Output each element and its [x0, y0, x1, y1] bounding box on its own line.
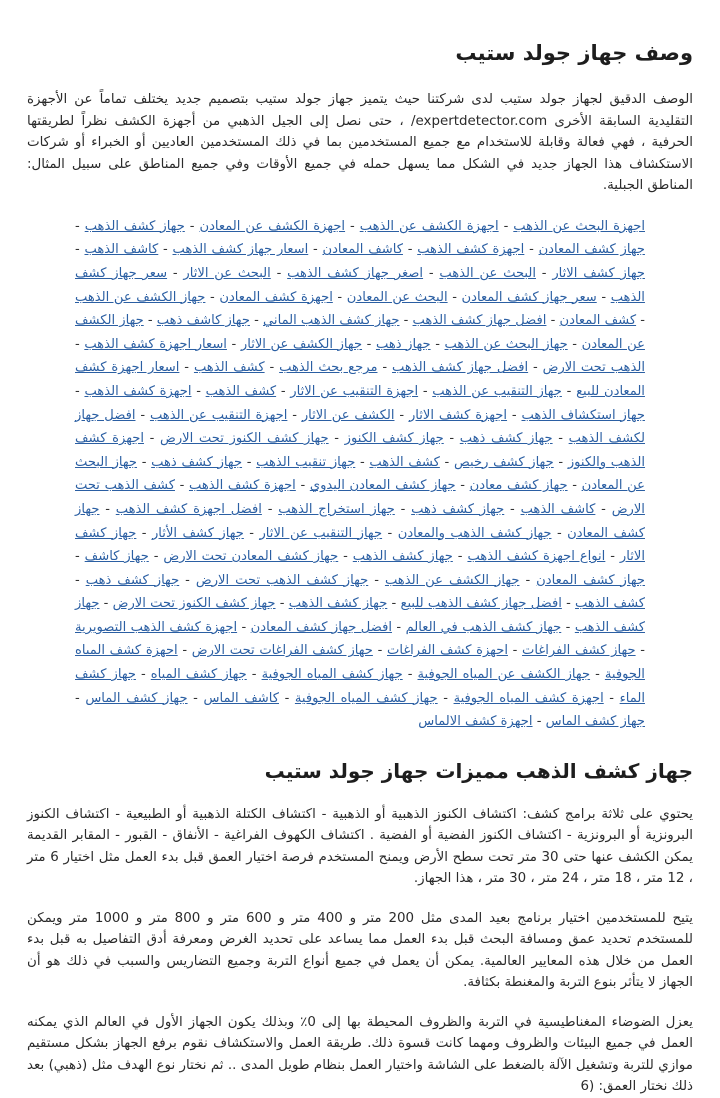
link-separator: - [249, 313, 264, 329]
keyword-link[interactable]: جهاز كشف الذهب [352, 549, 453, 565]
link-separator: - [455, 478, 470, 494]
keyword-link[interactable]: جهاز كشف المعادن [536, 572, 645, 588]
keyword-link[interactable]: جهاز كشف الاثار [552, 265, 645, 281]
keyword-link[interactable]: جهاز كشف الأثار [151, 525, 244, 541]
link-separator: - [535, 265, 553, 281]
keyword-link[interactable]: كاشف الذهب [520, 501, 596, 517]
keyword-link[interactable]: اجهزة كشف المعادن [219, 289, 333, 305]
keyword-link[interactable]: جهاز كشف الفراغات [522, 643, 636, 659]
link-separator: - [75, 336, 85, 352]
link-separator: - [75, 690, 86, 706]
link-separator: - [561, 619, 575, 635]
link-separator: - [590, 667, 605, 683]
keyword-link[interactable]: جهاز كشف ذهب [411, 501, 505, 517]
keyword-link[interactable]: جهاز التنقيب عن الاثار [259, 525, 383, 541]
link-separator: - [362, 336, 376, 352]
link-separator: - [635, 643, 645, 659]
link-separator: - [243, 525, 260, 541]
keyword-link[interactable]: جهاز كشف معادن [469, 478, 568, 494]
link-separator: - [528, 360, 543, 376]
link-separator: - [394, 501, 412, 517]
link-separator: - [226, 336, 241, 352]
keyword-link[interactable]: جهاز كشف الكنوز تحت الارض [112, 596, 276, 612]
keyword-link[interactable]: جهاز كشف المعادن [75, 501, 645, 541]
keyword-link[interactable]: جهاز كشف الماس [85, 690, 188, 706]
link-separator: - [377, 360, 393, 376]
link-separator: - [279, 690, 295, 706]
keyword-link[interactable]: افضل جهاز كشف الذهب [412, 313, 547, 329]
link-separator: - [567, 478, 582, 494]
keyword-link[interactable]: جهاز الكشف عن المياه الجوفية [417, 667, 591, 683]
keyword-link[interactable]: جهاز كشف الاثار [75, 525, 645, 565]
link-separator: - [167, 265, 184, 281]
keyword-link[interactable]: كشف المعادن [559, 313, 637, 329]
link-separator: - [430, 336, 445, 352]
link-separator: - [332, 289, 347, 305]
keyword-link[interactable]: اجهزة كشف المياه الجوفية [75, 643, 645, 683]
keyword-link[interactable]: كشف الذهب تحت الارض [75, 478, 645, 517]
link-separator: - [447, 289, 462, 305]
keyword-link[interactable]: اجهزة كشف الذهب [84, 383, 192, 399]
link-separator: - [552, 431, 569, 447]
keyword-link[interactable]: جهاز كشف رخيص [453, 454, 554, 470]
keyword-link[interactable]: جهاز كشف المعادن [538, 242, 645, 258]
keyword-link[interactable]: اجهزة كشف الاثار [408, 407, 508, 423]
keyword-link[interactable]: اجهزة كشف المياه الجوفية [453, 690, 604, 706]
link-separator: - [135, 667, 151, 683]
link-separator: - [246, 667, 262, 683]
link-separator: - [75, 572, 86, 588]
link-separator: - [595, 501, 612, 517]
link-separator: - [519, 572, 537, 588]
link-separator: - [596, 289, 611, 305]
keyword-link[interactable]: جهاز كشف المياه الجوفية [261, 667, 403, 683]
keyword-link[interactable]: جهاز ذهب [375, 336, 431, 352]
link-separator: - [143, 431, 160, 447]
keyword-link[interactable]: جهاز كشف الذهب [288, 596, 388, 612]
link-separator: - [205, 289, 220, 305]
keyword-link[interactable]: الذهب تحت الارض [542, 360, 645, 376]
link-separator: - [287, 407, 302, 423]
intro-paragraph: الوصف الدقيق لجهاز جولد ستيب لدى شركتنا حيث يتميز جهاز جولد ستيب بتصميم جديد يختلف تماماً عن الأجهزة التقليدية السابقة الأخرى expertdetector.com/ ، حتى نصل إلى الجيل الذهبي من أجهزة الكشف نظراً لطريقتها الحرفية ، فهي فعالة وقابلة للاستخدام مع جميع المستخدمين بما في ذلك المستخدمين العاديين أو الخبراء أو شركات الاستكشاف هذا الجهاز جديد في الشكل مما يسهل حمله في جميع الأوقات وفي جميع المناطق على سبيل المثال: المناطق الجبلية. [27, 92, 693, 194]
keyword-link[interactable]: اسعار جهاز كشف الذهب [172, 242, 309, 258]
link-separator: - [504, 501, 521, 517]
keyword-link[interactable]: اجهزة كشف الذهب التصويرية [75, 619, 238, 635]
keyword-link[interactable]: جهاز كاشف [84, 549, 149, 565]
keyword-link[interactable]: جهاز الكشف عن الذهب [384, 572, 520, 588]
link-separator: - [443, 431, 460, 447]
link-separator: - [237, 619, 251, 635]
link-separator: - [177, 643, 192, 659]
link-separator: - [135, 407, 150, 423]
link-separator: - [368, 572, 385, 588]
link-separator: - [399, 313, 413, 329]
link-separator: - [498, 218, 514, 234]
link-separator: - [391, 619, 406, 635]
link-separator: - [158, 242, 173, 258]
link-separator: - [261, 501, 279, 517]
link-separator: - [507, 407, 522, 423]
keyword-link[interactable]: جهاز استخراج الذهب [278, 501, 395, 517]
link-separator: - [561, 596, 576, 612]
link-separator: - [402, 242, 418, 258]
keyword-link[interactable]: البحث عن المعادن [346, 289, 448, 305]
keyword-link[interactable]: افضل جهاز لكشف الذهب [75, 407, 645, 447]
link-separator: - [567, 336, 582, 352]
keyword-link[interactable]: اجهزة الكشف عن الذهب [359, 218, 499, 234]
link-separator: - [75, 218, 85, 234]
keyword-link[interactable]: جهاز كشف ذهب [85, 572, 180, 588]
keyword-link[interactable]: اجهزة الكشف عن المعادن [199, 218, 346, 234]
link-separator: - [394, 407, 409, 423]
link-separator: - [99, 501, 116, 517]
keyword-link[interactable]: كشف الذهب [369, 454, 440, 470]
keyword-link[interactable]: سعر جهاز كشف المعادن [461, 289, 597, 305]
keyword-link[interactable]: كاشف المعادن [322, 242, 403, 258]
link-separator: - [75, 242, 85, 258]
link-separator: - [275, 596, 289, 612]
link-separator: - [191, 383, 206, 399]
keyword-link[interactable]: اجهزة كشف الذهب [417, 242, 525, 258]
keyword-link[interactable]: افضل جهاز كشف الذهب [392, 360, 529, 376]
link-separator: - [308, 242, 323, 258]
range-paragraph: يتيح للمستخدمين اختيار برنامج بعيد المدى مثل 200 متر و 400 متر و 600 متر و 800 متر و 1000 متر ويمكن للمستخدم تحديد عمق ومسافة البحث قبل بدء العمل مما يساعد على تحديد الغرض ومعرفة أدق التفاصيل به قبل بدء العمل من خلال هذه المعايير العالمية. يمكن أن يعمل في جميع أنواع التربة وجميع التضاريس والسبب في ذلك هو أن الجهاز لا يتأثر بنوع التربة والمغنطة بكثافة. [27, 910, 693, 991]
link-separator: - [387, 596, 401, 612]
link-separator: - [372, 643, 387, 659]
link-separator: - [137, 454, 152, 470]
link-separator: - [605, 549, 620, 565]
keyword-links [75, 215, 645, 734]
link-separator: - [423, 265, 440, 281]
link-separator: - [295, 478, 310, 494]
link-separator: - [524, 242, 539, 258]
link-separator: - [553, 454, 568, 470]
keyword-link[interactable]: الكشف عن الاثار [301, 407, 395, 423]
keyword-link[interactable]: اجهزة كشف الالماس [418, 714, 533, 730]
link-separator: - [148, 549, 164, 565]
link-separator: - [99, 596, 113, 612]
keyword-link[interactable]: جهاز استكشاف الذهب [521, 407, 645, 423]
link-separator: - [187, 690, 204, 706]
link-separator: - [75, 383, 85, 399]
keyword-link[interactable]: جهاز الكشف عن المعادن [75, 313, 645, 352]
link-separator: - [270, 265, 288, 281]
link-separator: - [418, 383, 433, 399]
features-paragraph: يحتوي على ثلاثة برامج كشف: اكتشاف الكنوز الذهبية أو الذهبية - اكتشاف الكتلة الذهبية أو الطبيعية - اكتشاف الكنوز البرونزية أو البرونزية - اكتشاف الكنوز الفضية أو الفضية . اكتشاف الكهوف الفراغية - الأنفاق - القبور - المقابر القديمة يمكن الكشف عنها حتى 30 متر تحت سطح الأرض ويمنح المستخدم فرصة اختيار العمق قبل بدء العمل مثل اختيار 6 متر ، 12 متر ، 18 متر ، 24 متر ، 30 متر ، هذا الجهاز. [27, 806, 693, 887]
link-separator: - [136, 525, 152, 541]
noise-paragraph: يعزل الضوضاء المغناطيسية في التربة والظروف المحيطة بها إلى 0٪ وبذلك يكون الجهاز الأول في العالم الذي يمكنه العمل في جميع البيئات والظروف ومهما كانت قسوة ذلك. طريقة العمل والاستكشاف نقوم برفع الجهاز بشكل مستقيم موازي للتربة وتشغيل الآلة بالضغط على الشاشة واختيار العمل بنظام طويل المدى .. ثم نختار نوع الهدف مثل (ذهبي) بعد ذلك نختار العمق: (6 [27, 1014, 693, 1095]
keyword-link[interactable]: جهاز كشف الماس [545, 714, 645, 730]
link-separator: - [242, 454, 257, 470]
keyword-link[interactable]: اجهزة كشف الفراغات [387, 643, 508, 659]
keyword-link[interactable]: جهاز كشف المعادن تحت الارض [163, 549, 339, 565]
keyword-link[interactable]: اسعار اجهزة كشف المعادن للبيع [75, 360, 645, 399]
keyword-link[interactable]: جهاز الكشف عن الاثار [240, 336, 363, 352]
keyword-link[interactable]: جهاز كشف ذهب [459, 431, 553, 447]
keyword-link[interactable]: كشف الذهب [205, 383, 277, 399]
keyword-link[interactable]: سعر جهاز كشف الذهب [75, 265, 645, 305]
keyword-link[interactable]: اجهزة كشف الذهب والكنوز [75, 431, 646, 470]
link-separator: - [75, 549, 85, 565]
keyword-link[interactable]: جهاز كشف الكنوز [344, 431, 444, 447]
keyword-link[interactable]: افضل جهاز كشف الذهب للبيع [400, 596, 562, 612]
keyword-link[interactable]: جهاز كشف الكنوز تحت الارض [160, 431, 329, 447]
link-separator: - [561, 383, 577, 399]
keyword-link[interactable]: اصغر جهاز كشف الذهب [287, 265, 424, 281]
link-separator: - [636, 313, 645, 329]
keyword-link[interactable]: اجهزة البحث عن الذهب [513, 218, 645, 234]
keyword-link[interactable]: جهاز البحث عن الذهب [444, 336, 568, 352]
link-separator: - [532, 714, 546, 730]
link-separator: - [402, 667, 418, 683]
keyword-link[interactable]: كشف الذهب [575, 596, 645, 612]
link-separator: - [345, 218, 360, 234]
keyword-link[interactable]: افضل جهاز كشف المعادن [250, 619, 392, 635]
link-separator: - [338, 549, 353, 565]
keyword-link[interactable]: كاشف الماس [203, 690, 279, 706]
keyword-link[interactable]: جهاز تنقيب الذهب [256, 454, 356, 470]
link-separator: - [179, 572, 196, 588]
link-separator: - [546, 313, 560, 329]
keyword-link[interactable]: اجهزة التنقيب عن الاثار [290, 383, 419, 399]
link-separator: - [507, 643, 523, 659]
link-separator: - [179, 360, 194, 376]
keyword-link[interactable]: البحث عن الذهب [439, 265, 536, 281]
keyword-link[interactable]: جهاز كشف الذهب الماني [263, 313, 400, 329]
link-separator: - [355, 454, 370, 470]
keyword-link[interactable]: جهاز التنقيب عن الذهب [432, 383, 562, 399]
keyword-link[interactable]: جهاز كشف الماء [75, 667, 645, 706]
keyword-link[interactable]: كاشف الذهب [84, 242, 159, 258]
link-separator: - [603, 690, 620, 706]
section-title: جهاز كشف الذهب مميزات جهاز جولد ستيب [264, 758, 693, 783]
keyword-link[interactable]: جهاز الكشف عن الذهب [75, 289, 206, 305]
page-title: وصف جهاز جولد ستيب [455, 41, 693, 65]
link-separator: - [264, 360, 280, 376]
keyword-link[interactable]: افضل اجهزة كشف الذهب [115, 501, 262, 517]
keyword-link[interactable]: انواع اجهزة كشف الذهب [467, 549, 606, 565]
keyword-link[interactable]: جهاز البحث عن المعادن [75, 454, 645, 494]
link-separator: - [437, 690, 454, 706]
keyword-link[interactable]: جهاز كشف الذهب في العالم [405, 619, 562, 635]
keyword-link[interactable]: كشف الذهب [193, 360, 265, 376]
link-separator: - [184, 218, 200, 234]
keyword-link[interactable]: جهاز كشف الذهب والمعادن [397, 525, 552, 541]
link-separator: - [452, 549, 468, 565]
keyword-link[interactable]: اسعار اجهزة كشف الذهب [84, 336, 227, 352]
link-separator: - [551, 525, 568, 541]
keyword-link[interactable]: مرجع بحث الذهب [279, 360, 378, 376]
keyword-link[interactable]: اجهزة التنقيب عن الذهب [149, 407, 288, 423]
keyword-link[interactable]: اجهزة كشف الذهب [188, 478, 296, 494]
link-separator: - [439, 454, 454, 470]
keyword-link[interactable]: جهاز كشف الذهب تحت الارض [195, 572, 369, 588]
keyword-link[interactable]: جهاز كشف المعادن اليدوي [309, 478, 456, 494]
link-separator: - [328, 431, 345, 447]
keyword-link[interactable]: البحث عن الاثار [183, 265, 271, 281]
link-separator: - [143, 313, 157, 329]
keyword-link[interactable]: جهاز كشف الذهب [84, 218, 185, 234]
keyword-link[interactable]: جهاز كشف المياه [150, 667, 247, 683]
link-separator: - [382, 525, 398, 541]
keyword-link[interactable]: جهاز كشف الفراغات تحت الارض [191, 643, 373, 659]
link-separator: - [276, 383, 291, 399]
keyword-link[interactable]: جهاز كشف ذهب [151, 454, 243, 470]
keyword-link[interactable]: جهاز كشف المياه الجوفية [294, 690, 438, 706]
keyword-link[interactable]: جهاز كاشف ذهب [156, 313, 250, 329]
link-separator: - [174, 478, 189, 494]
keyword-link[interactable]: جهاز كشف الذهب [75, 596, 645, 635]
